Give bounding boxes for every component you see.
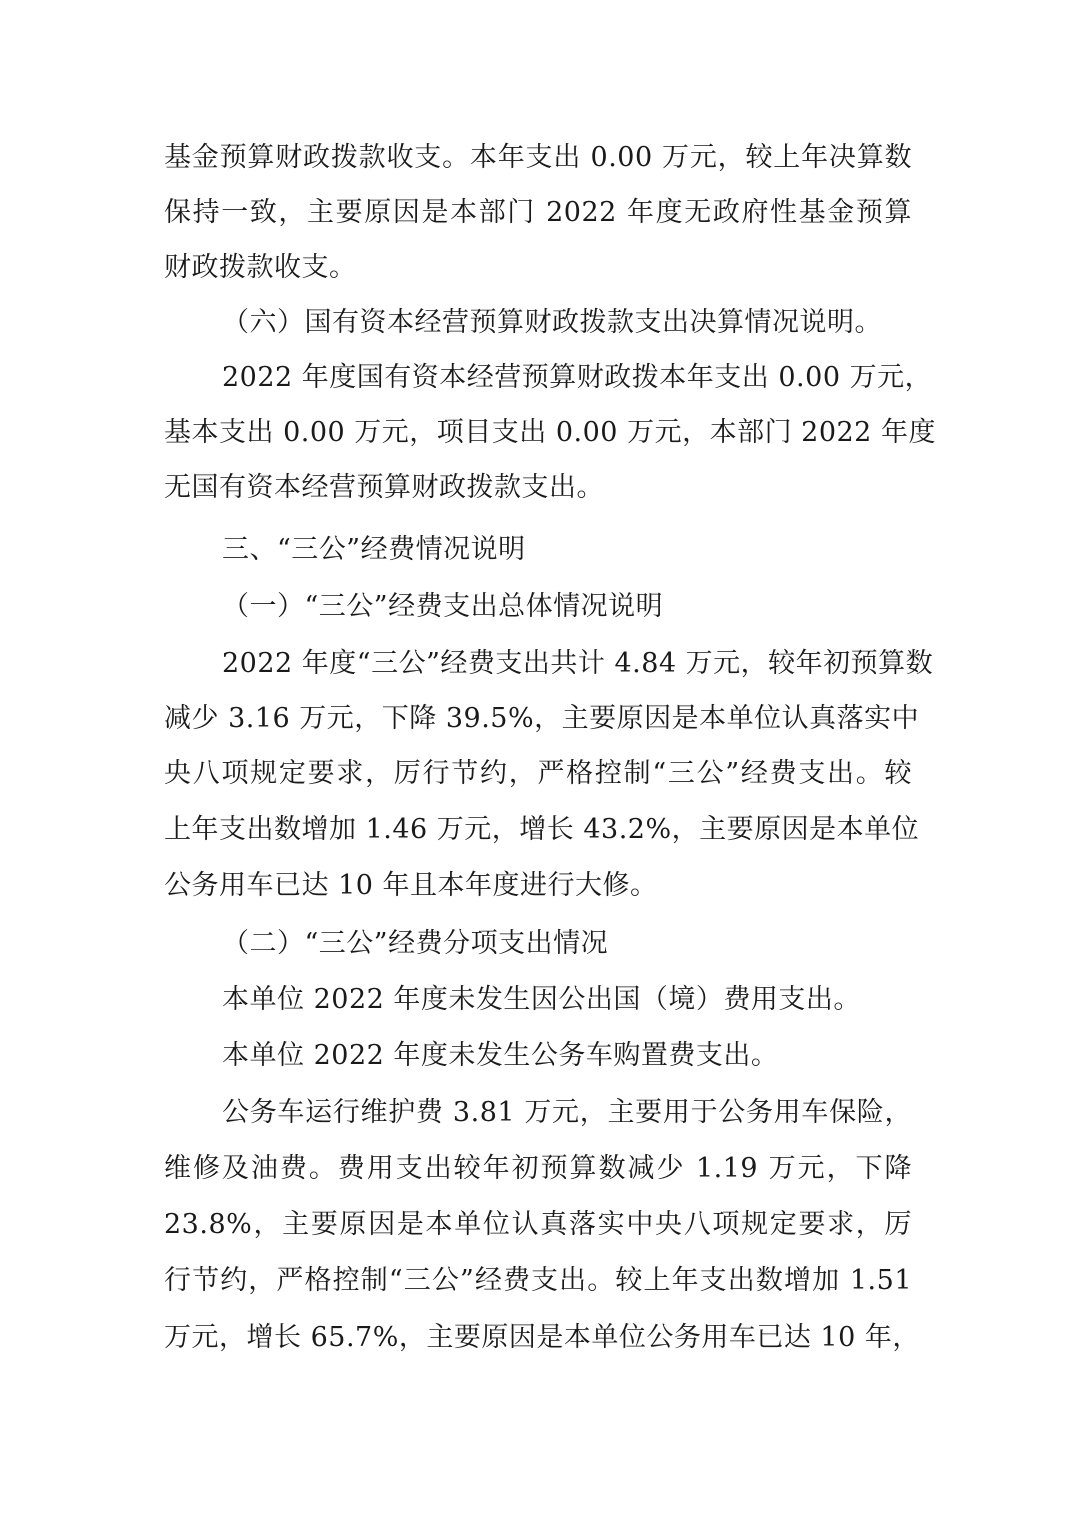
section-heading: （一）“三公”经费支出总体情况说明 xyxy=(222,591,664,622)
text-line: 公务车运行维护费 3.81 万元，主要用于公务用车保险， xyxy=(222,1097,912,1128)
section-heading: （二）“三公”经费分项支出情况 xyxy=(222,928,609,959)
section-heading: （六）国有资本经营预算财政拨款支出决算情况说明。 xyxy=(222,307,882,338)
text-line: 2022 年度国有资本经营预算财政拨本年支出 0.00 万元， xyxy=(222,362,933,393)
text-line: 无国有资本经营预算财政拨款支出。 xyxy=(164,472,604,503)
text-line: 本单位 2022 年度未发生因公出国（境）费用支出。 xyxy=(222,984,861,1015)
text-line: 基金预算财政拨款收支。本年支出 0.00 万元，较上年决算数 xyxy=(164,142,912,173)
section-heading: 三、“三公”经费情况说明 xyxy=(222,534,526,565)
text-line: 维修及油费。费用支出较年初预算数减少 1.19 万元，下降 xyxy=(164,1153,912,1184)
text-line: 上年支出数增加 1.46 万元，增长 43.2%，主要原因是本单位 xyxy=(164,814,920,845)
text-line: 基本支出 0.00 万元，项目支出 0.00 万元，本部门 2022 年度 xyxy=(164,417,936,448)
text-line: 公务用车已达 10 年且本年度进行大修。 xyxy=(164,870,658,901)
text-line: 万元，增长 65.7%，主要原因是本单位公务用车已达 10 年， xyxy=(164,1322,920,1353)
text-line: 保持一致，主要原因是本部门 2022 年度无政府性基金预算 xyxy=(164,197,912,228)
text-line: 央八项规定要求，厉行节约，严格控制“三公”经费支出。较 xyxy=(164,758,912,789)
text-line: 财政拨款收支。 xyxy=(164,252,357,283)
text-line: 行节约，严格控制“三公”经费支出。较上年支出数增加 1.51 xyxy=(164,1265,912,1296)
text-line: 2022 年度“三公”经费支出共计 4.84 万元，较年初预算数 xyxy=(222,648,934,679)
text-line: 23.8%，主要原因是本单位认真落实中央八项规定要求，厉 xyxy=(164,1209,912,1240)
text-line: 减少 3.16 万元，下降 39.5%，主要原因是本单位认真落实中 xyxy=(164,703,920,734)
text-line: 本单位 2022 年度未发生公务车购置费支出。 xyxy=(222,1040,779,1071)
